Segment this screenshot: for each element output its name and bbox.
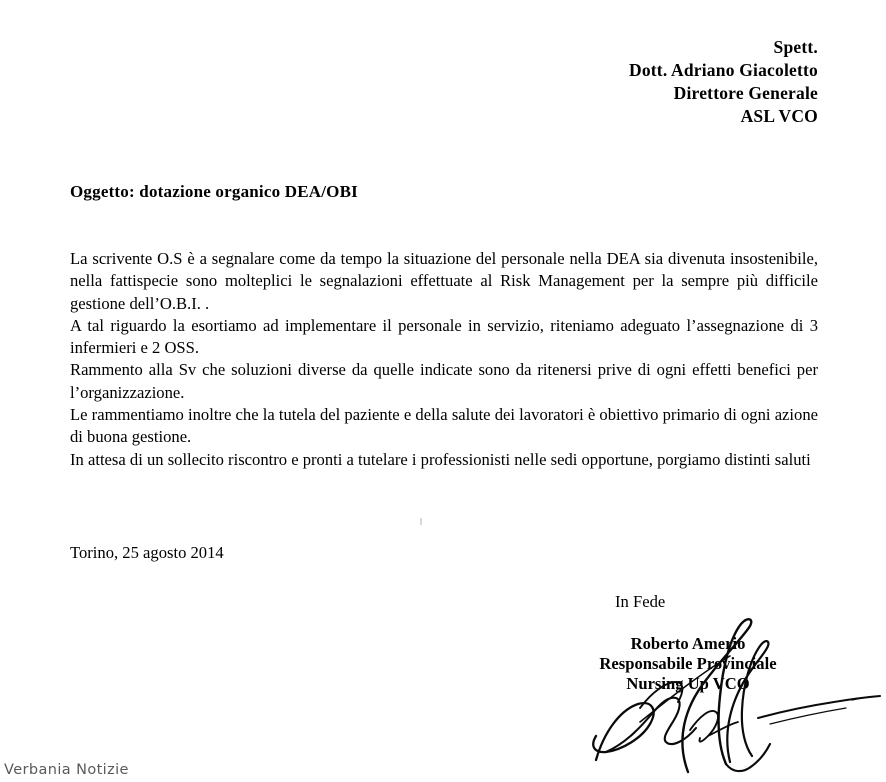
- body-paragraph-2: A tal riguardo la esortiamo ad implementare il personale in servizio, riteniamo adeguato l’assegnazione di 3 infermieri e 2 OSS.: [70, 315, 818, 358]
- signer-name: Roberto Amerio: [630, 634, 746, 653]
- recipient-address-block: [629, 36, 818, 128]
- watermark-label: Verbania Notizie: [4, 762, 129, 778]
- date-line: Torino, 25 agosto 2014: [70, 543, 224, 562]
- recipient-line-title: Direttore Generale: [673, 83, 818, 103]
- signer-organization: Nursing Up VCO: [626, 674, 750, 693]
- signer-block: [578, 634, 798, 694]
- recipient-line-name: Dott. Adriano Giacoletto: [628, 60, 818, 80]
- body-paragraph-5: In attesa di un sollecito riscontro e pronti a tutelare i professionisti nelle sedi opportune, porgiamo distinti saluti: [70, 449, 811, 469]
- signer-role: Responsabile Provinciale: [599, 654, 777, 673]
- letter-body: [70, 248, 818, 471]
- body-paragraph-3: Rammento alla Sv che soluzioni diverse da quelle indicate sono da ritenersi prive di ogni effetti benefici per l’organizzazione.: [70, 360, 818, 402]
- body-paragraph-4: Le rammentiamo inoltre che la tutela del paziente e della salute dei lavoratori è obiettivo primario di ogni azione di buona gestione.: [70, 405, 818, 447]
- subject-line: Oggetto: dotazione organico DEA/OBI: [70, 182, 358, 201]
- body-paragraph-1: La scrivente O.S è a segnalare come da tempo la situazione del personale nella DEA sia divenuta insostenibile, nella fattispecie sono molteplici le segnalazioni effettuate al Risk Management per la sempre più difficile gestione dell’O.B.I. .: [70, 249, 818, 313]
- recipient-line-salutation: Spett.: [773, 37, 818, 57]
- scan-artifact-speck: [420, 518, 422, 525]
- closing-phrase: In Fede: [615, 592, 666, 611]
- recipient-line-organization: ASL VCO: [740, 106, 818, 126]
